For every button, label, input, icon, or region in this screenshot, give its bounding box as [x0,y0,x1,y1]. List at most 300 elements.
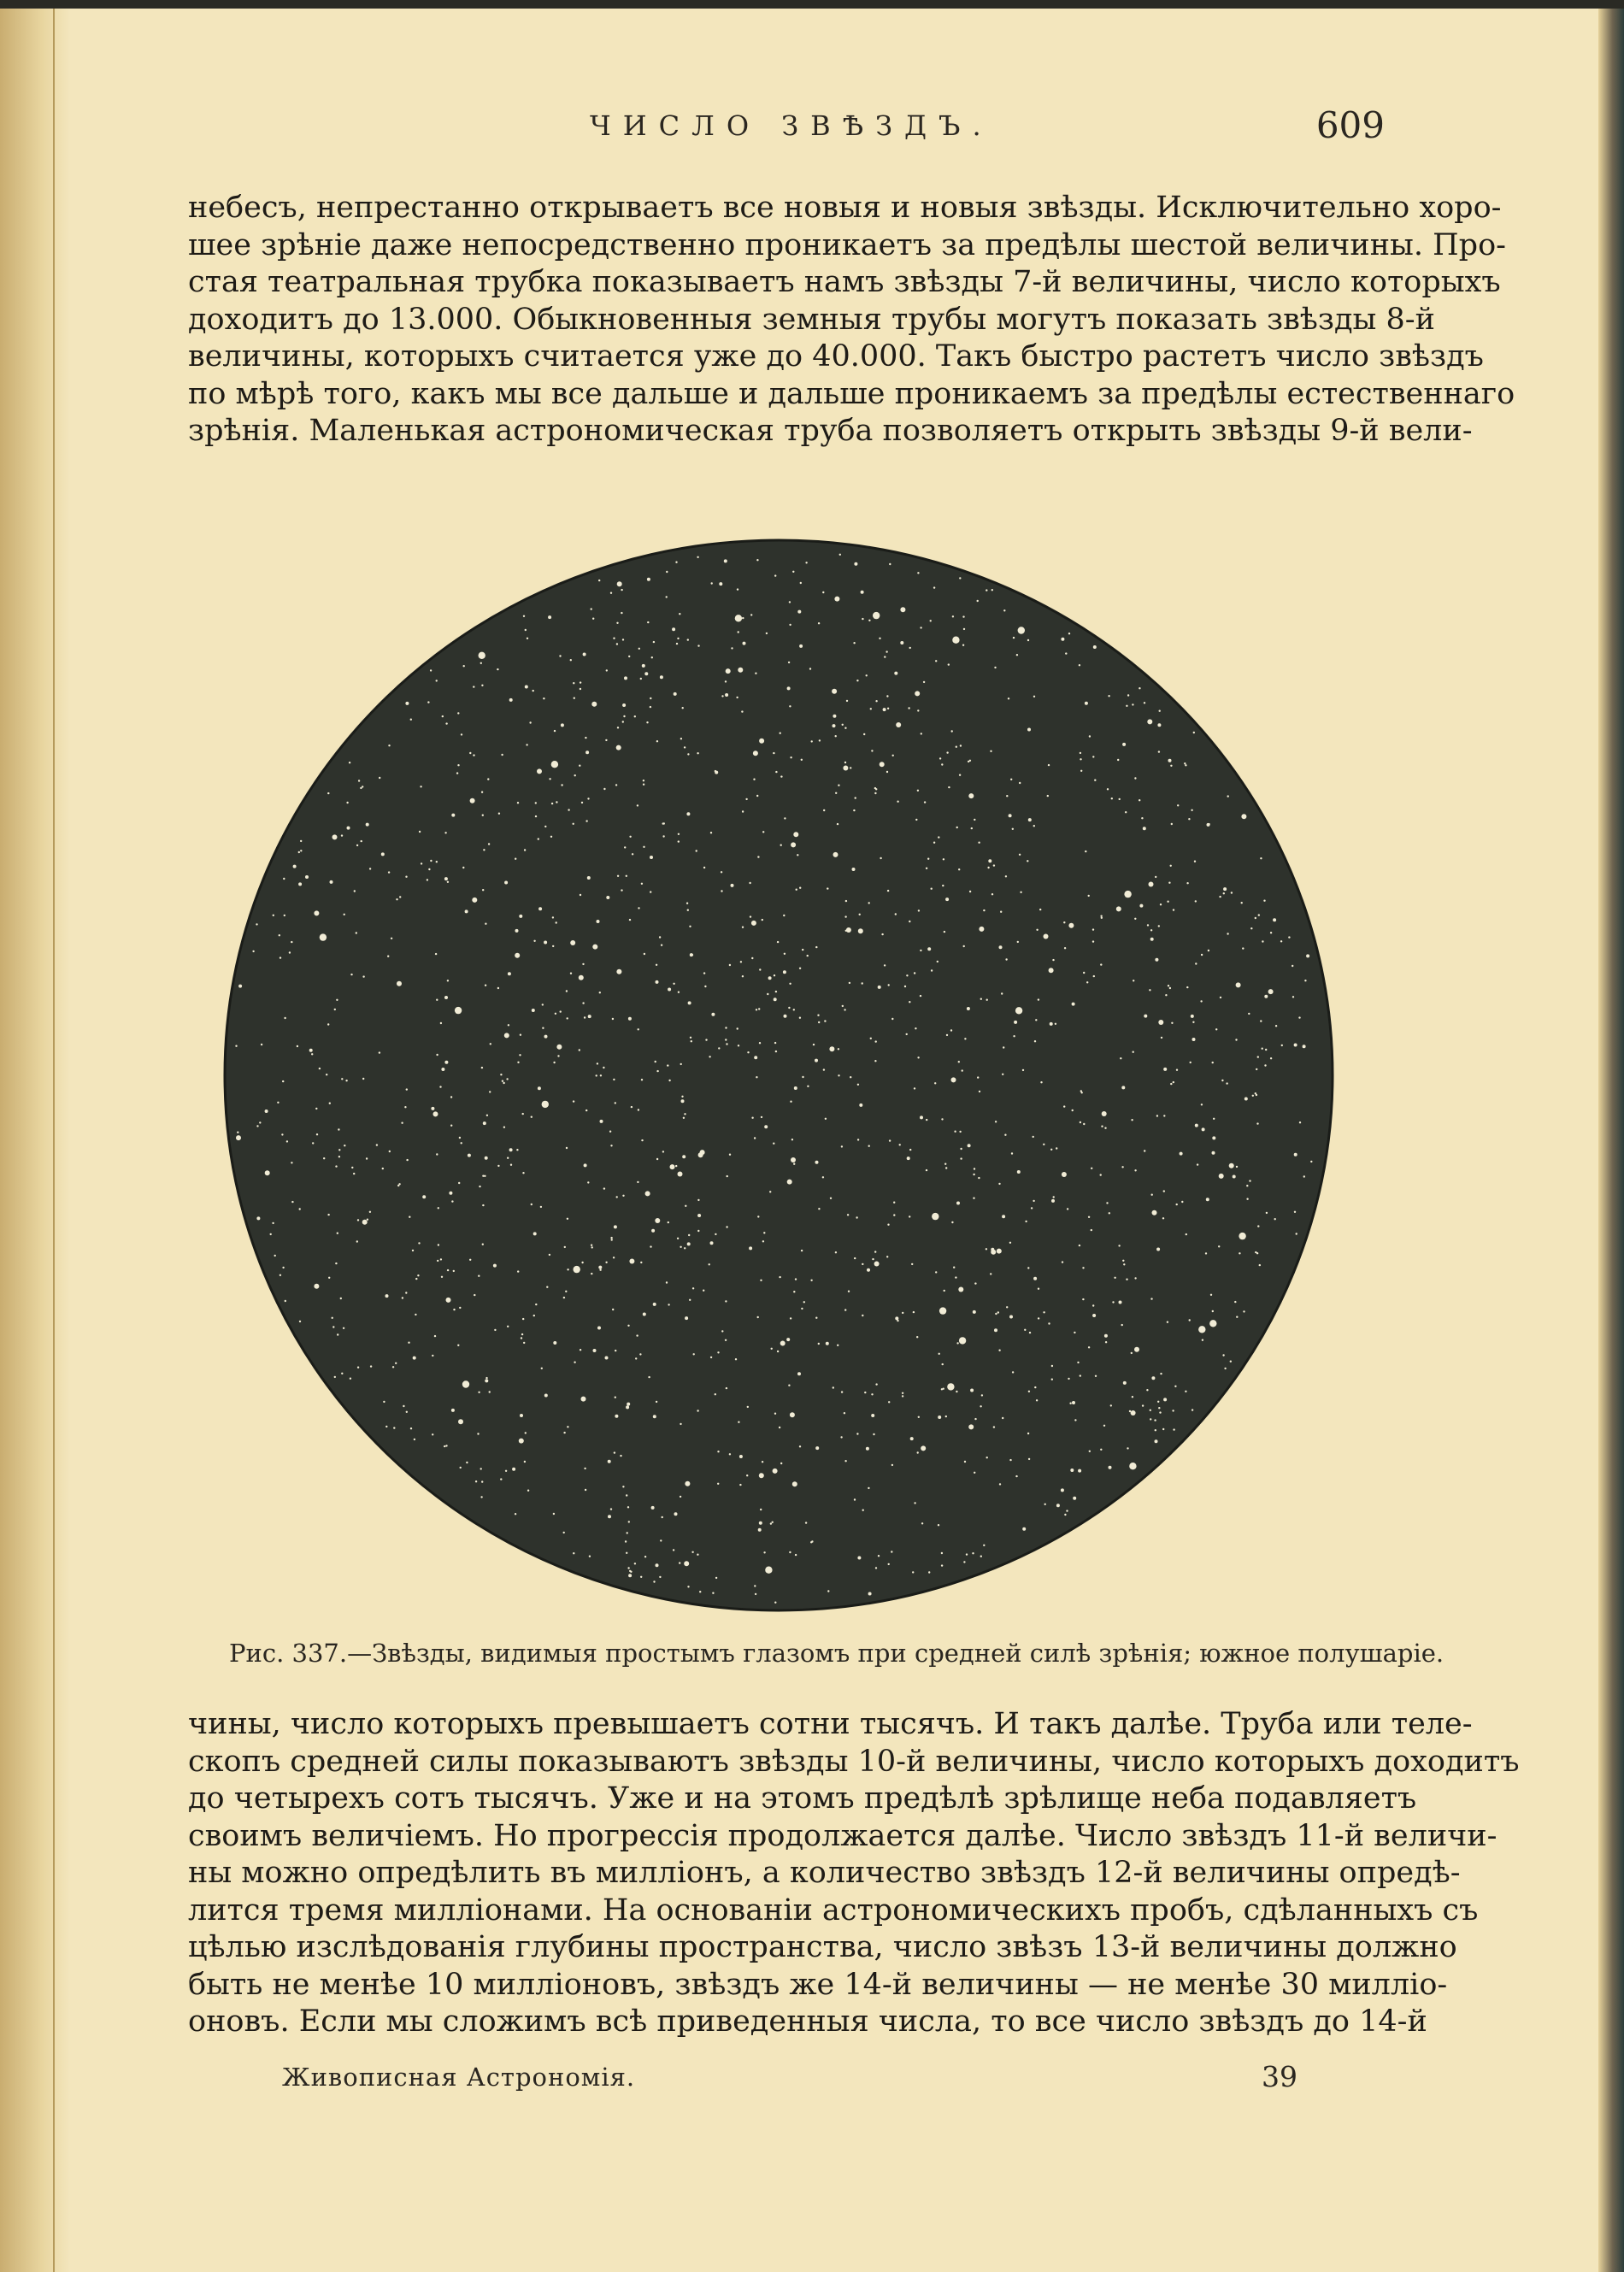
star [353,1173,355,1174]
star [527,638,528,639]
star [1129,1463,1136,1469]
star [868,1487,869,1489]
star [991,1250,996,1255]
star [504,1033,509,1038]
star [1292,965,1293,967]
star [362,1078,364,1080]
star [548,615,551,619]
star [833,715,836,718]
star [969,891,971,892]
star [1186,986,1188,988]
star [735,1358,737,1360]
star [688,1001,691,1004]
star [915,691,920,696]
star [994,1328,997,1332]
star [626,1494,627,1496]
star [420,786,421,787]
star [856,1216,857,1218]
star [603,788,605,790]
star [1219,896,1221,898]
star [597,1062,598,1064]
star [532,1009,535,1012]
star [914,972,915,974]
star [818,1208,820,1210]
star [338,1156,340,1157]
star [859,914,861,915]
star [1088,1346,1090,1348]
star [608,1460,611,1463]
star [388,871,390,873]
star [1303,1175,1305,1177]
star [614,1451,615,1453]
star [1134,1169,1136,1171]
star [1168,985,1169,986]
star [972,1552,974,1554]
star [1173,1081,1174,1083]
star [1275,1025,1277,1027]
star [1171,1022,1173,1024]
star [620,1455,621,1457]
star [673,983,674,985]
star [1028,818,1032,821]
star [988,859,991,862]
star [398,1183,400,1185]
star [783,915,785,916]
star [442,715,444,717]
star [711,1013,715,1016]
star [1264,1064,1266,1066]
star [598,580,600,581]
star [1244,1098,1248,1101]
star [1101,1126,1103,1127]
star [612,1309,614,1310]
star [522,1318,524,1320]
star [463,665,465,667]
star [1252,1095,1254,1097]
star [721,695,723,697]
star [1010,779,1012,780]
star [624,846,626,848]
star [1003,1046,1004,1048]
star [612,1018,614,1020]
star [279,934,280,936]
star [1089,735,1091,737]
star [1033,696,1035,697]
star [638,648,640,650]
star [753,779,755,780]
star [1185,1391,1186,1392]
star [483,1121,486,1125]
star [1100,915,1102,917]
star [1123,1381,1127,1385]
star [574,1266,580,1273]
page-edge-top [0,0,1624,9]
star [1236,1316,1238,1318]
star [1143,827,1146,830]
star [994,667,996,668]
star [515,953,520,958]
star [567,1268,568,1270]
star [672,627,675,631]
star [715,1393,716,1395]
star [1257,1225,1259,1227]
star [550,836,552,838]
star [1266,1212,1268,1214]
star [444,1061,448,1064]
star [561,784,562,786]
star [603,1067,604,1068]
star [565,1291,567,1292]
star [336,999,338,1001]
star [986,1248,987,1250]
star [573,682,574,684]
star [680,1063,682,1065]
star [917,572,919,574]
star [284,915,285,916]
star [811,740,813,742]
star [360,787,362,789]
star [1117,759,1119,761]
gutter-line [53,0,55,2272]
star [1230,1361,1232,1363]
star [451,1200,453,1202]
star [1250,927,1252,929]
star [912,1571,914,1573]
star [909,1149,911,1151]
star [721,871,722,873]
star [1294,1211,1296,1213]
star [948,663,950,665]
star [666,596,668,597]
star [585,750,589,754]
star [414,1439,415,1440]
star [1043,1311,1044,1313]
star [807,1086,809,1087]
star [1144,702,1145,703]
star [952,615,954,617]
star [758,1528,762,1532]
star [773,1469,778,1474]
star [938,1524,939,1526]
star [738,1421,739,1423]
star [1006,795,1008,797]
star [900,607,905,612]
star [507,1157,509,1159]
star [1163,1115,1165,1116]
star [515,858,516,860]
star [1033,1136,1034,1138]
star [1270,1057,1272,1059]
star [427,701,429,703]
star [397,981,402,986]
star [584,1468,585,1469]
star [659,1576,661,1578]
star [628,1574,632,1577]
star [697,556,698,558]
star [1126,1279,1127,1280]
star [689,926,691,927]
star [910,1437,914,1440]
star [815,1161,819,1164]
star [585,1110,587,1111]
star [846,700,848,702]
star [344,914,345,915]
star [1198,1326,1205,1333]
star [366,823,369,827]
star [503,1082,504,1084]
star [583,653,586,656]
star [942,1363,944,1365]
star [1038,1288,1039,1290]
star [432,1433,433,1435]
star [1172,1410,1174,1411]
star [526,744,527,745]
star [334,1376,336,1378]
star [487,778,489,780]
star [477,1433,479,1434]
star [754,1585,756,1586]
star [857,1139,859,1140]
star [585,1489,586,1491]
star [627,1403,630,1406]
star [1174,1386,1176,1387]
star [938,836,939,838]
star [516,1149,518,1151]
star [582,963,584,965]
star [726,1226,727,1227]
star [531,1204,533,1205]
star [1185,764,1186,766]
star [656,740,658,742]
star [679,1562,680,1563]
star [844,1412,845,1414]
star [599,992,601,993]
star-field-illustration [215,532,1342,1619]
star [656,1401,657,1403]
star [645,1191,650,1196]
star [574,697,575,699]
star [1012,828,1014,830]
star [522,1172,524,1174]
star [1086,981,1088,983]
text-line: зрѣнія. Маленькая астрономическая труба позволяетъ открыть звѣзды 9-й вели- [188,414,1473,448]
star [584,1163,587,1167]
star [751,1117,753,1119]
star [954,1131,956,1133]
star [662,835,664,837]
star [655,1218,660,1223]
star [1206,1198,1209,1201]
star [525,1432,527,1433]
star [1173,1428,1174,1430]
star [392,1366,394,1368]
star [775,1051,777,1052]
star [711,582,713,584]
star [1103,1425,1105,1427]
star [554,730,556,732]
star [621,589,622,591]
star [235,1045,237,1047]
star [980,1556,982,1557]
star [533,690,534,692]
star [1157,723,1161,727]
star [678,992,680,993]
star [525,629,527,631]
star [1015,1475,1017,1477]
star [998,1183,1000,1185]
star [546,1286,548,1288]
star [1226,1082,1227,1084]
star [786,1338,790,1341]
star [236,1135,241,1140]
star [1061,638,1064,641]
star [1064,947,1066,949]
star [1002,1074,1003,1075]
star [430,860,432,862]
star [560,1010,562,1012]
star [909,921,910,922]
star [393,1427,395,1428]
star [1273,918,1276,921]
star [715,1577,717,1579]
star [1171,823,1173,825]
star [556,801,557,803]
star [1155,958,1158,962]
star [480,1468,482,1469]
star [628,656,630,657]
star [968,1424,974,1429]
star [523,1342,525,1344]
star [438,1207,439,1209]
star [616,745,621,750]
star [687,753,689,755]
star [909,647,911,649]
star [964,1038,966,1039]
star [314,910,319,915]
star [1158,750,1160,752]
star [908,707,909,709]
star [861,591,864,594]
star [298,851,300,853]
star [543,697,544,699]
star [844,762,846,763]
star [383,1401,385,1403]
star [444,832,446,833]
star [772,1522,774,1523]
star [415,1278,417,1280]
star [1053,1196,1055,1198]
star [1027,639,1029,641]
star [570,973,572,974]
star [1150,929,1152,931]
star [274,1255,276,1257]
star [641,1139,643,1141]
star [677,638,679,639]
star [592,945,597,950]
star [1088,1216,1090,1218]
star [921,733,922,734]
star [406,1088,408,1090]
star [715,1233,716,1235]
star [1215,1028,1217,1030]
star [1152,1210,1157,1215]
star [1181,1201,1183,1203]
star [742,927,744,928]
star [405,876,407,878]
star [603,1187,605,1189]
star [1000,911,1002,913]
star [856,680,858,681]
star [889,1139,891,1141]
star [884,964,886,966]
star [533,1232,537,1235]
star [1073,1497,1076,1500]
star [815,1317,817,1319]
star [297,1045,298,1047]
star [1040,1081,1042,1083]
star [1065,652,1067,654]
star [621,889,622,891]
star [725,1027,727,1028]
star [1033,1277,1037,1280]
star [844,915,846,917]
star [712,1592,714,1594]
star [587,876,591,880]
star [469,752,471,754]
star [430,669,432,671]
star [1061,1488,1064,1492]
star [789,624,791,626]
star [338,1149,340,1151]
star [422,1195,426,1198]
star [591,1273,592,1274]
star [1132,1396,1133,1398]
star [551,761,558,768]
star [953,1267,955,1268]
star [979,927,984,932]
star [899,1144,901,1145]
star [729,964,731,966]
star [399,896,401,898]
star [857,1557,861,1560]
star [880,857,881,859]
star [1013,637,1015,639]
star [437,1260,438,1262]
star [834,597,839,602]
star [1055,1023,1056,1025]
star [750,614,752,615]
star [746,1474,748,1476]
star [500,1074,502,1075]
star [1074,1419,1076,1421]
star [862,1510,864,1511]
star [703,1290,704,1292]
star [1255,1251,1256,1253]
star [886,695,888,697]
star [761,1116,762,1118]
star [867,1268,870,1272]
star [830,1198,832,1199]
star [838,785,839,786]
star [369,1211,371,1213]
star [670,1164,675,1169]
star [561,723,564,727]
star [535,815,537,817]
star [564,1246,566,1248]
star [1306,954,1309,957]
star [703,972,705,974]
star [1127,1447,1128,1449]
